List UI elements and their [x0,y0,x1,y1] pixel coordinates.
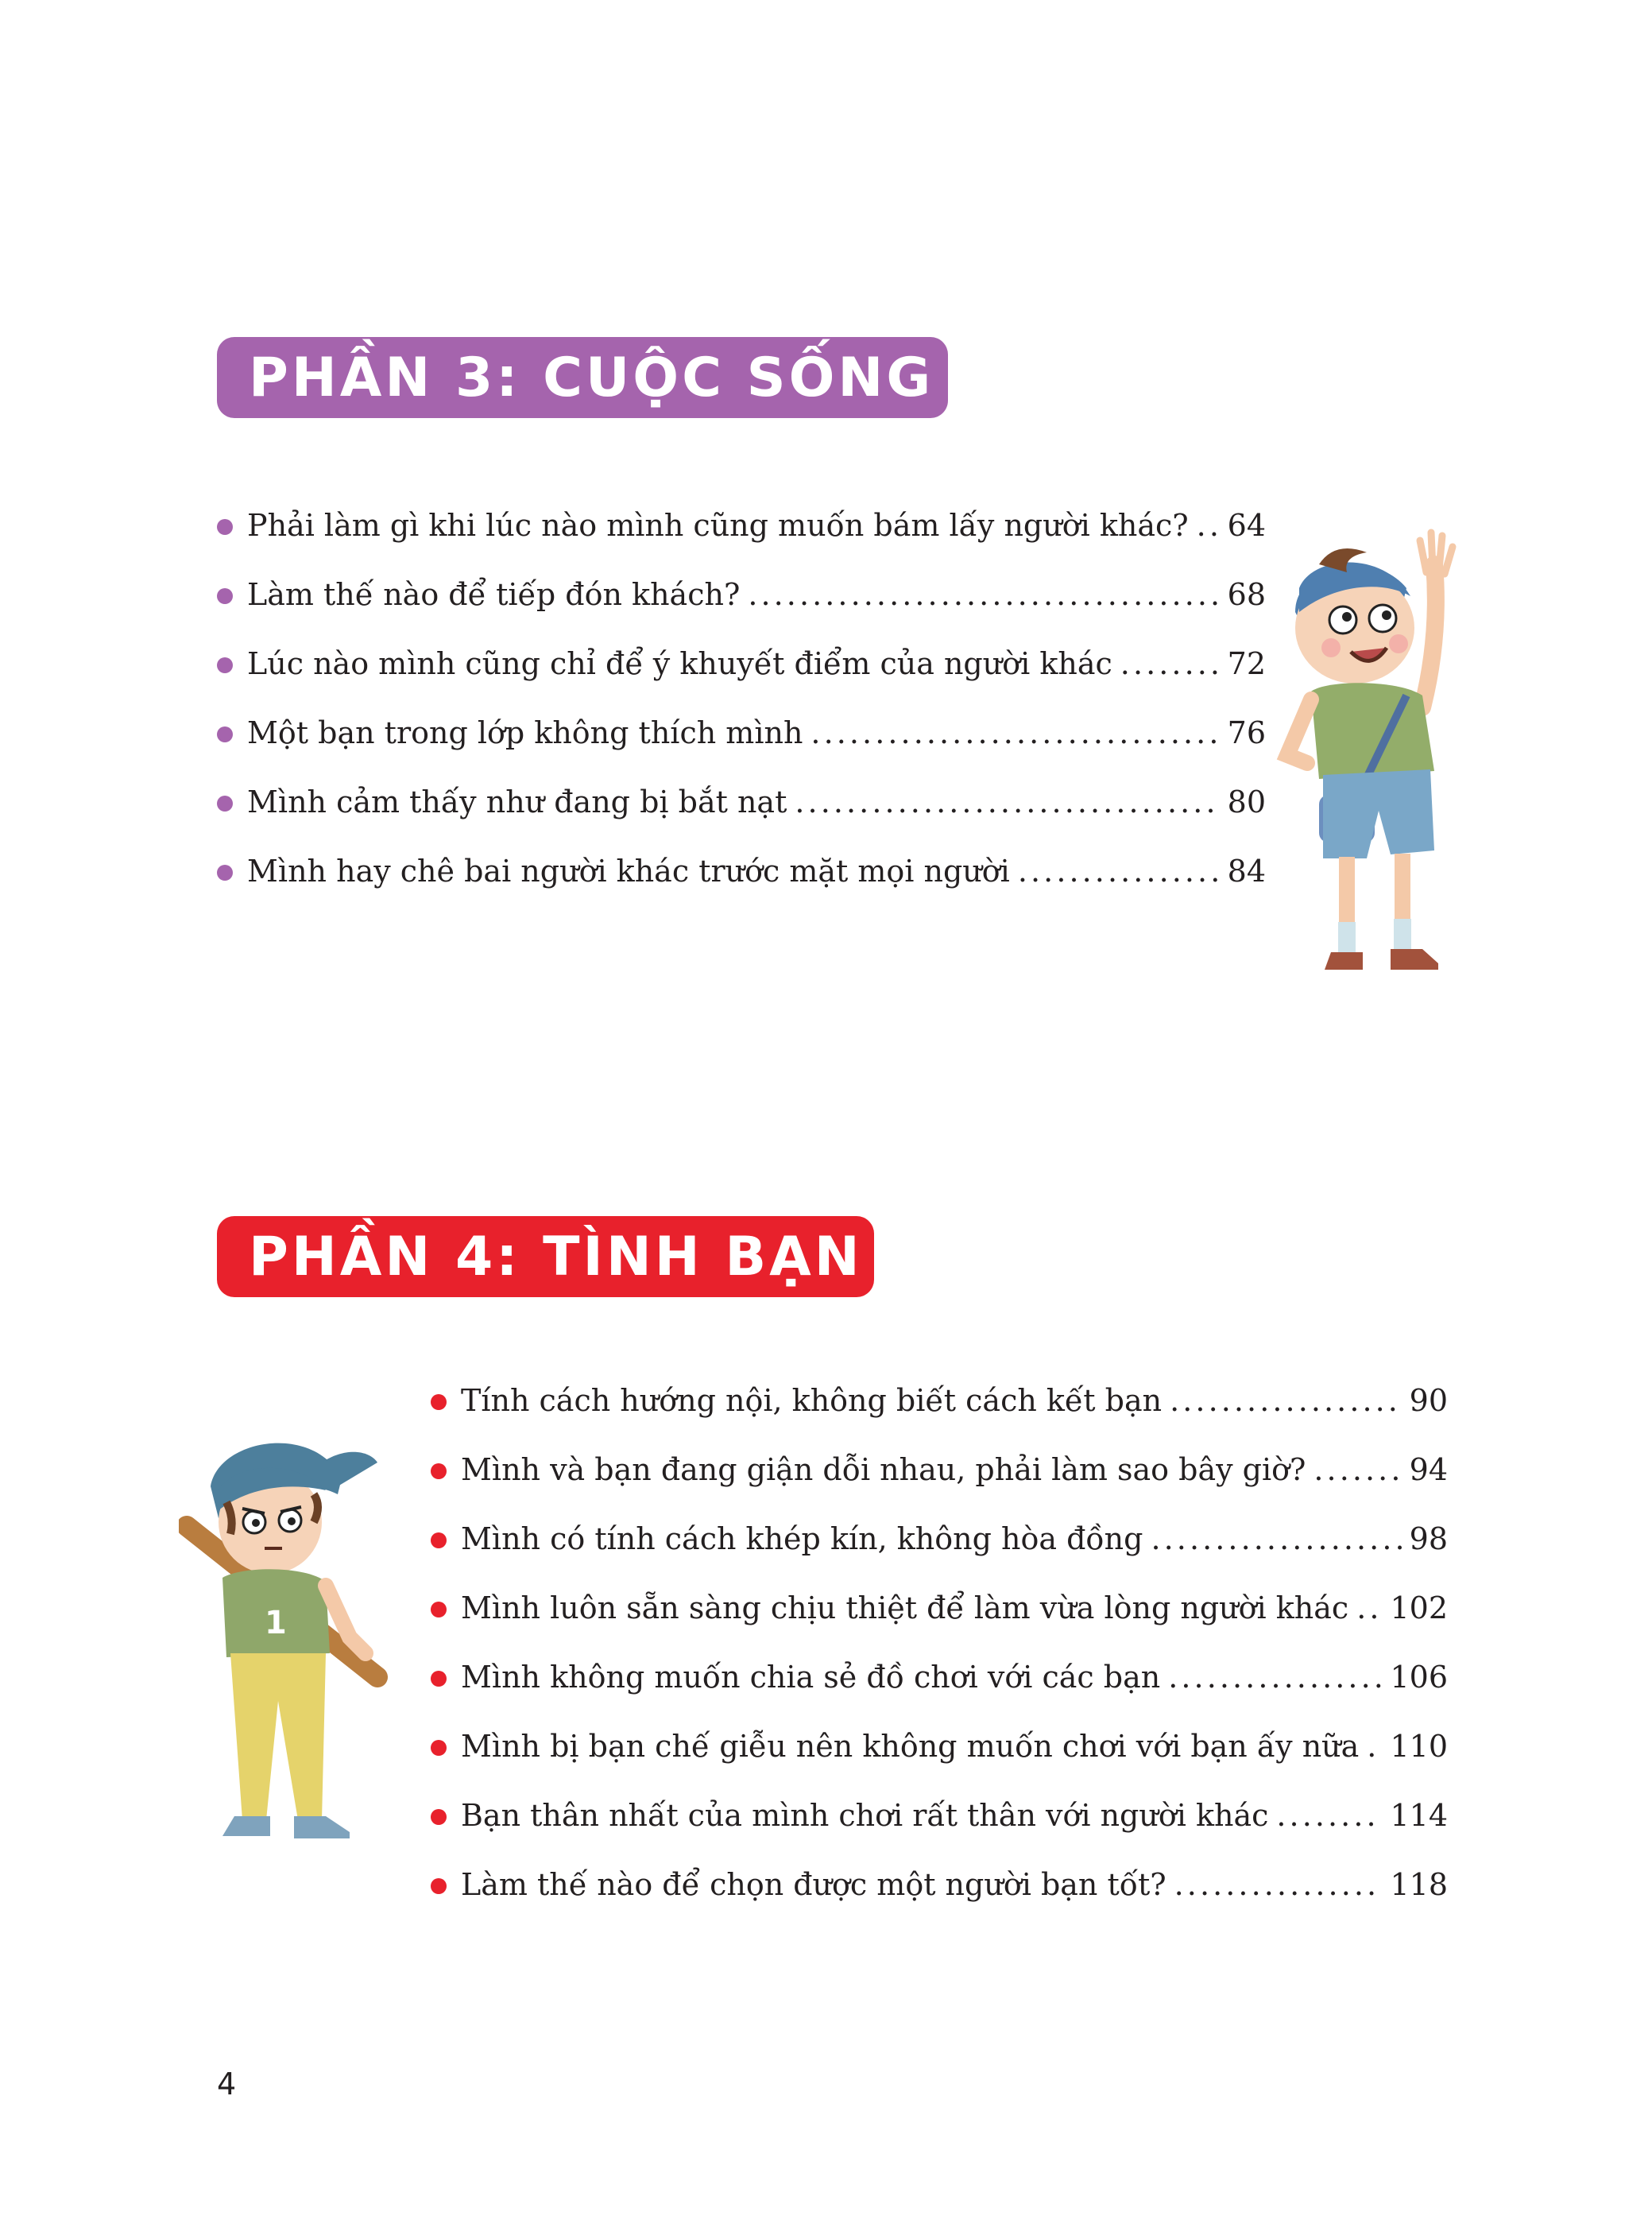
bullet-dot-icon [217,657,233,673]
bullet-dot-icon [431,1463,447,1479]
toc-entry[interactable] [217,704,1266,773]
bullet-dot-icon [217,588,233,604]
toc-entry-page: 84 [1227,854,1266,889]
bullet-dot-icon [217,726,233,742]
dot-leader [1151,1510,1401,1567]
toc-entry-title: Mình có tính cách khép kín, không hòa đồng [461,1521,1143,1556]
toc-entry[interactable] [217,566,1266,635]
toc-entry[interactable] [431,1648,1448,1718]
dot-leader [811,704,1219,761]
toc-entry[interactable] [217,843,1266,912]
toc-entry-page: 110 [1390,1729,1448,1764]
toc-entry-title: Lúc nào mình cũng chỉ để ý khuyết điểm của người khác [247,646,1112,681]
toc-entry-title: Làm thế nào để chọn được một người bạn tốt? [461,1867,1166,1902]
toc-entry-title: Mình cảm thấy như đang bị bắt nạt [247,785,787,819]
bullet-dot-icon [217,796,233,812]
toc-entry-page: 118 [1390,1867,1448,1902]
toc-entry-page: 106 [1390,1660,1448,1695]
boy-with-bat-illustration [179,1415,393,1876]
dot-leader [1276,1787,1382,1844]
toc-entry[interactable] [431,1787,1448,1856]
bullet-dot-icon [431,1532,447,1548]
toc-entry-title: Mình bị bạn chế giễu nên không muốn chơi với bạn ấy nữa [461,1729,1360,1764]
toc-entry-page: 94 [1409,1452,1448,1487]
toc-entry-page: 114 [1390,1798,1448,1833]
toc-entry[interactable] [431,1718,1448,1787]
dot-leader [748,566,1219,623]
part3-heading [217,337,948,418]
bullet-dot-icon [431,1809,447,1825]
toc-entry-page: 90 [1409,1383,1448,1418]
bullet-dot-icon [217,865,233,881]
page-number: 4 [217,2067,237,2102]
dot-leader [1170,1372,1402,1429]
toc-entry-title: Mình không muốn chia sẻ đồ chơi với các bạn [461,1660,1161,1695]
part4-heading [217,1216,874,1297]
toc-entry-page: 72 [1227,646,1266,681]
toc-entry[interactable] [217,497,1266,566]
dot-leader [1168,1648,1382,1706]
dot-leader [1120,635,1220,692]
toc-entry-title: Mình và bạn đang giận dỗi nhau, phải làm sao bây giờ? [461,1452,1306,1487]
part4-heading-text: PHẦN 4: TÌNH BẠN [249,1225,863,1288]
toc-entry[interactable] [431,1372,1448,1441]
dot-leader [1018,843,1220,900]
toc-entry-page: 68 [1227,577,1266,612]
bullet-dot-icon [431,1878,447,1894]
toc-entry[interactable] [431,1579,1448,1648]
waving-boy-illustration [1263,517,1486,1009]
toc-entry[interactable] [431,1510,1448,1579]
toc-entry[interactable] [431,1441,1448,1510]
bullet-dot-icon [431,1602,447,1617]
bullet-dot-icon [431,1671,447,1687]
toc-entry-page: 102 [1390,1590,1448,1625]
toc-entry[interactable] [431,1856,1448,1925]
toc-entry-page: 98 [1409,1521,1448,1556]
toc-entry-title: Tính cách hướng nội, không biết cách kết bạn [461,1383,1163,1418]
part3-toc-list [217,497,1266,912]
toc-entry-title: Mình hay chê bai người khác trước mặt mọi người [247,854,1010,889]
bullet-dot-icon [217,519,233,535]
dot-leader [1313,1441,1401,1498]
toc-entry-title: Làm thế nào để tiếp đón khách? [247,577,741,612]
dot-leader [1197,497,1220,554]
part4-toc-list [431,1372,1448,1925]
toc-entry-page: 64 [1227,508,1266,543]
toc-entry-title: Một bạn trong lớp không thích mình [247,715,803,750]
toc-entry-page: 76 [1227,715,1266,750]
dot-leader [1367,1718,1382,1775]
toc-entry[interactable] [217,773,1266,843]
toc-entry-title: Bạn thân nhất của mình chơi rất thân với người khác [461,1798,1269,1833]
toc-entry-title: Mình luôn sẵn sàng chịu thiệt để làm vừa lòng người khác [461,1590,1349,1625]
dot-leader [1174,1856,1383,1913]
dot-leader [1356,1579,1382,1637]
svg-text:1: 1 [265,1605,287,1641]
bullet-dot-icon [431,1394,447,1410]
toc-entry-title: Phải làm gì khi lúc nào mình cũng muốn bám lấy người khác? [247,508,1189,543]
toc-entry-page: 80 [1227,785,1266,819]
toc-entry[interactable] [217,635,1266,704]
dot-leader [795,773,1219,831]
bullet-dot-icon [431,1740,447,1756]
part3-heading-text: PHẦN 3: CUỘC SỐNG [249,346,934,409]
